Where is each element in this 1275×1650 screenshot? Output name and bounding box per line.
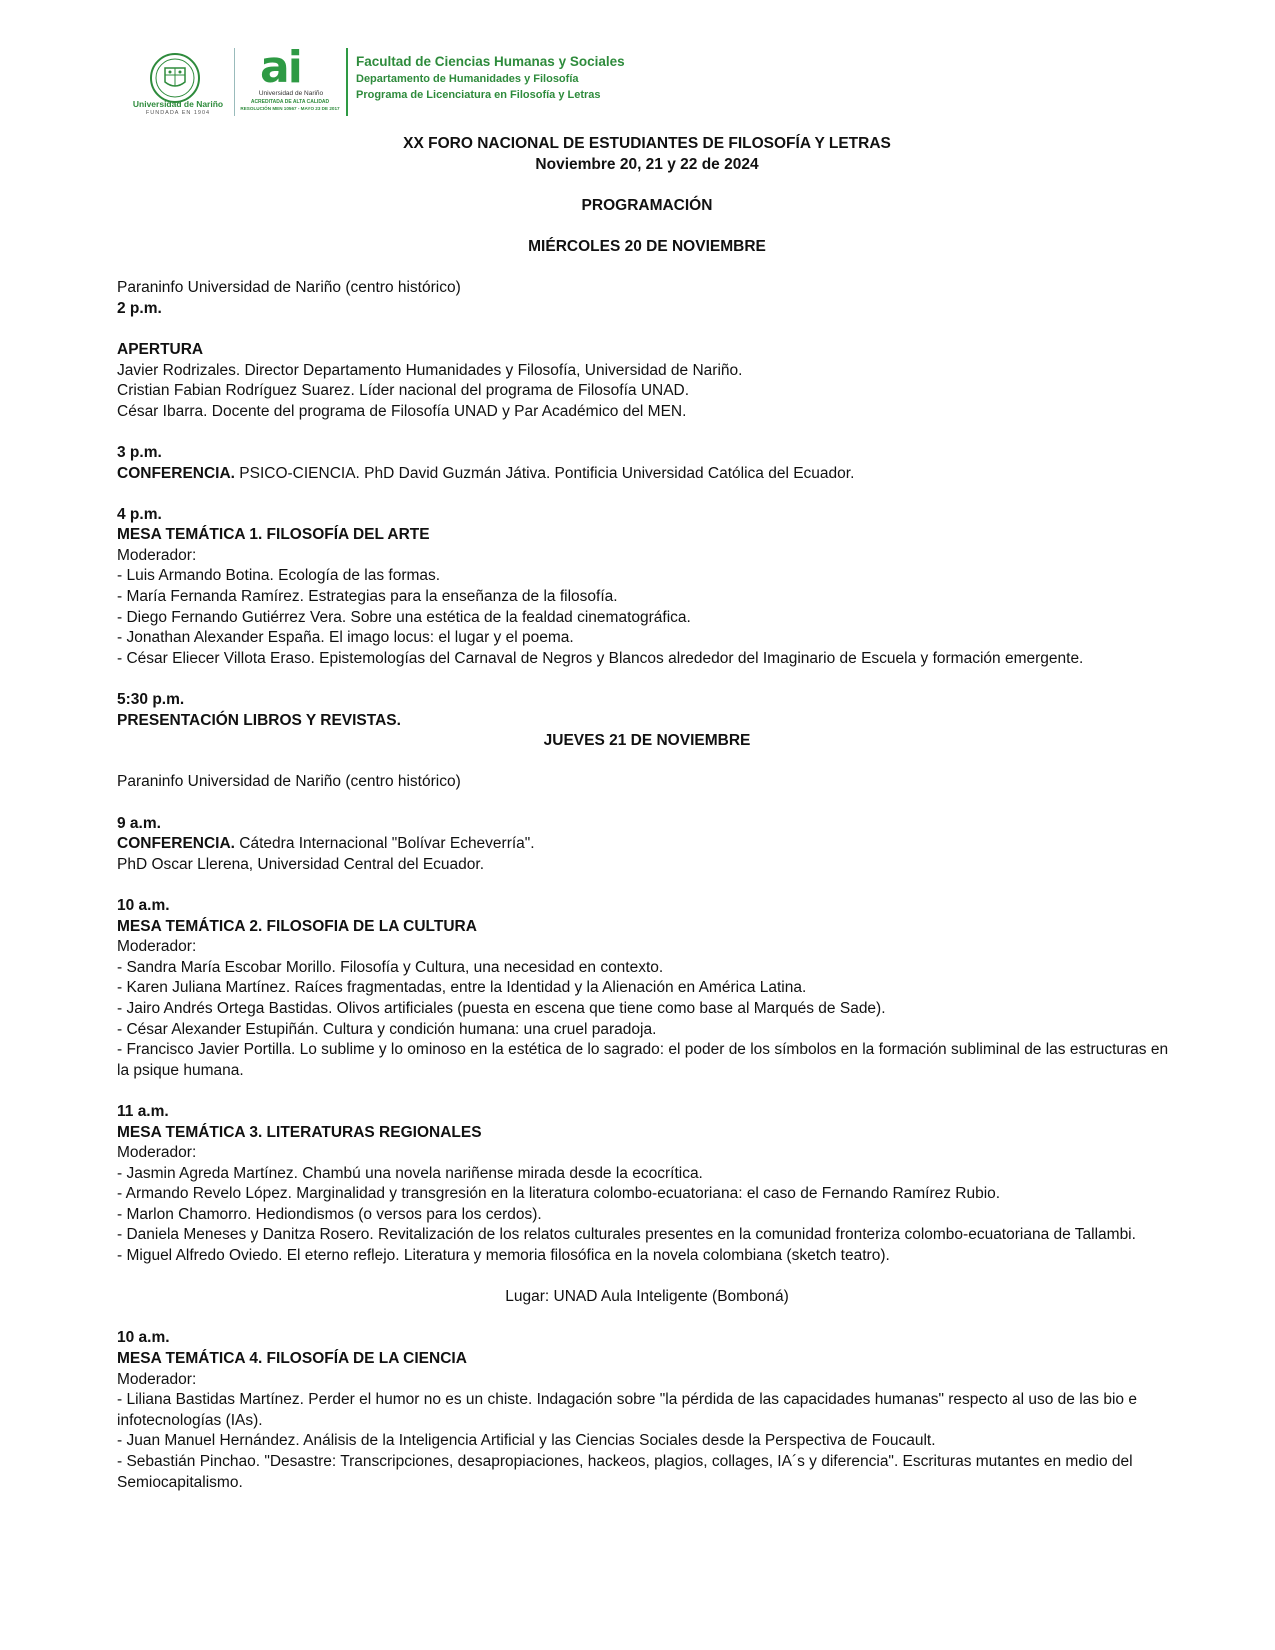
list-item: - César Alexander Estupiñán. Cultura y condición humana: una cruel paradoja. <box>117 1020 657 1038</box>
department-name: Departamento de Humanidades y Filosofía <box>356 73 579 85</box>
event-dates: Noviembre 20, 21 y 22 de 2024 <box>535 155 759 173</box>
accreditation-university: Universidad de Nariño <box>258 90 324 97</box>
list-item: Javier Rodrizales. Director Departamento Humanidades y Filosofía, Universidad de Nariño. <box>117 361 743 379</box>
list-item: César Ibarra. Docente del programa de Filosofía UNAD y Par Académico del MEN. <box>117 402 687 420</box>
list-item: - Liliana Bastidas Martínez. Perder el humor no es un chiste. Indagación sobre "la pérdida de las capacidades humanas" respecto al uso de las bio e infotecnologías (IAs). <box>117 1391 1137 1429</box>
session-time: 9 a.m. <box>117 814 161 832</box>
list-item: - Marlon Chamorro. Hediondismos (o versos para los cerdos). <box>117 1205 542 1223</box>
moderator-label: Moderador: <box>117 938 197 956</box>
list-item: - María Fernanda Ramírez. Estrategias para la enseñanza de la filosofía. <box>117 588 618 606</box>
list-item: - Jasmin Agreda Martínez. Chambú una novela nariñense mirada desde la ecocrítica. <box>117 1164 703 1182</box>
conference-line <box>117 834 1177 855</box>
seal-founded-text: FUNDADA EN 1904 <box>145 110 211 116</box>
moderator-label: Moderador: <box>117 546 197 564</box>
list-item: Cristian Fabian Rodríguez Suarez. Líder nacional del programa de Filosofía UNAD. <box>117 382 690 400</box>
conference-line <box>117 464 1177 485</box>
faculty-name: Facultad de Ciencias Humanas y Sociales <box>356 54 625 69</box>
session-time: 2 p.m. <box>117 299 162 317</box>
conference-label: CONFERENCIA. <box>117 464 235 482</box>
list-item: - Jonathan Alexander España. El imago locus: el lugar y el poema. <box>117 629 574 647</box>
session-time: 4 p.m. <box>117 505 162 523</box>
header-divider <box>234 48 235 116</box>
accreditation-text: ACREDITADA DE ALTA CALIDAD <box>250 99 330 105</box>
list-item: - Sandra María Escobar Morillo. Filosofía y Cultura, una necesidad en contexto. <box>117 958 664 976</box>
venue-line: Lugar: UNAD Aula Inteligente (Bomboná) <box>505 1288 789 1306</box>
day1-venue: Paraninfo Universidad de Nariño (centro histórico) <box>117 279 461 297</box>
list-item: - Luis Armando Botina. Ecología de las formas. <box>117 567 441 585</box>
conference-text: PSICO-CIENCIA. PhD David Guzmán Játiva. Pontificia Universidad Católica del Ecuador. <box>234 464 855 482</box>
session-title: PRESENTACIÓN LIBROS Y REVISTAS. <box>117 711 401 729</box>
list-item: - Daniela Meneses y Danitza Rosero. Revitalización de los relatos culturales presentes en la comunidad fronteriza colombo-ecuatoriana de Tallambi. <box>117 1226 1136 1244</box>
session-time: 3 p.m. <box>117 443 162 461</box>
conference-label: CONFERENCIA. <box>117 835 235 853</box>
conference-speaker: PhD Oscar Llerena, Universidad Central del Ecuador. <box>117 855 485 873</box>
list-item: - Miguel Alfredo Oviedo. El eterno reflejo. Literatura y memoria filosófica en la novela colombiana (sketch teatro). <box>117 1247 890 1265</box>
list-item: - Jairo Andrés Ortega Bastidas. Olivos artificiales (puesta en escena que tiene como base al Marqués de Sade). <box>117 999 886 1017</box>
session-title: APERTURA <box>117 340 204 358</box>
session-title: MESA TEMÁTICA 3. LITERATURAS REGIONALES <box>117 1123 482 1141</box>
conference-text: Cátedra Internacional "Bolívar Echeverría". <box>234 835 535 853</box>
session-title: MESA TEMÁTICA 1. FILOSOFÍA DEL ARTE <box>117 526 430 544</box>
list-item: - Sebastián Pinchao. "Desastre: Transcripciones, desapropiaciones, hackeos, plagios, collages, IA´s y diferencia". Escrituras mutantes en medio del Semiocapitalismo. <box>117 1453 1133 1491</box>
program-heading: PROGRAMACIÓN <box>581 196 713 214</box>
list-item: - Armando Revelo López. Marginalidad y transgresión en la literatura colombo-ecuatoriana: el caso de Fernando Ramírez Rubio. <box>117 1185 1001 1203</box>
program-content <box>117 134 1177 1493</box>
session-title: MESA TEMÁTICA 4. FILOSOFÍA DE LA CIENCIA <box>117 1350 467 1368</box>
list-item: - Francisco Javier Portilla. Lo sublime y lo ominoso en la estética de lo sagrado: el poder de los símbolos en la formación subliminal de las estructuras en la psique humana. <box>117 1041 1169 1079</box>
session-title: MESA TEMÁTICA 2. FILOSOFIA DE LA CULTURA <box>117 917 477 935</box>
session-time: 10 a.m. <box>117 1329 170 1347</box>
accreditation-resolution: RESOLUCIÓN MEN 10567 - MAYO 23 DE 2017 <box>240 106 340 111</box>
day1-heading: MIÉRCOLES 20 DE NOVIEMBRE <box>528 237 766 255</box>
seal-university-name: Universidad de Nariño <box>132 99 224 109</box>
accreditation-logo: ai <box>260 42 301 93</box>
session-time: 5:30 p.m. <box>117 691 185 709</box>
list-item: - Karen Juliana Martínez. Raíces fragmentadas, entre la Identidad y la Alienación en América Latina. <box>117 979 807 997</box>
day2-heading: JUEVES 21 DE NOVIEMBRE <box>543 732 751 750</box>
header-divider-green <box>346 48 348 116</box>
list-item: - Diego Fernando Gutiérrez Vera. Sobre una estética de la fealdad cinematográfica. <box>117 608 691 626</box>
session-time: 11 a.m. <box>117 1102 169 1120</box>
letterhead <box>128 42 748 118</box>
list-item: - César Eliecer Villota Eraso. Epistemologías del Carnaval de Negros y Blancos alrededor del Imaginario de Escuela y formación emergente. <box>117 649 1084 667</box>
moderator-label: Moderador: <box>117 1370 197 1388</box>
document-title: XX FORO NACIONAL DE ESTUDIANTES DE FILOSOFÍA Y LETRAS <box>403 135 891 152</box>
moderator-label: Moderador: <box>117 1144 197 1162</box>
session-time: 10 a.m. <box>117 896 170 914</box>
day2-venue: Paraninfo Universidad de Nariño (centro histórico) <box>117 773 461 791</box>
program-name: Programa de Licenciatura en Filosofía y Letras <box>356 89 601 101</box>
list-item: - Juan Manuel Hernández. Análisis de la Inteligencia Artificial y las Ciencias Sociales desde la Perspectiva de Foucault. <box>117 1432 936 1450</box>
